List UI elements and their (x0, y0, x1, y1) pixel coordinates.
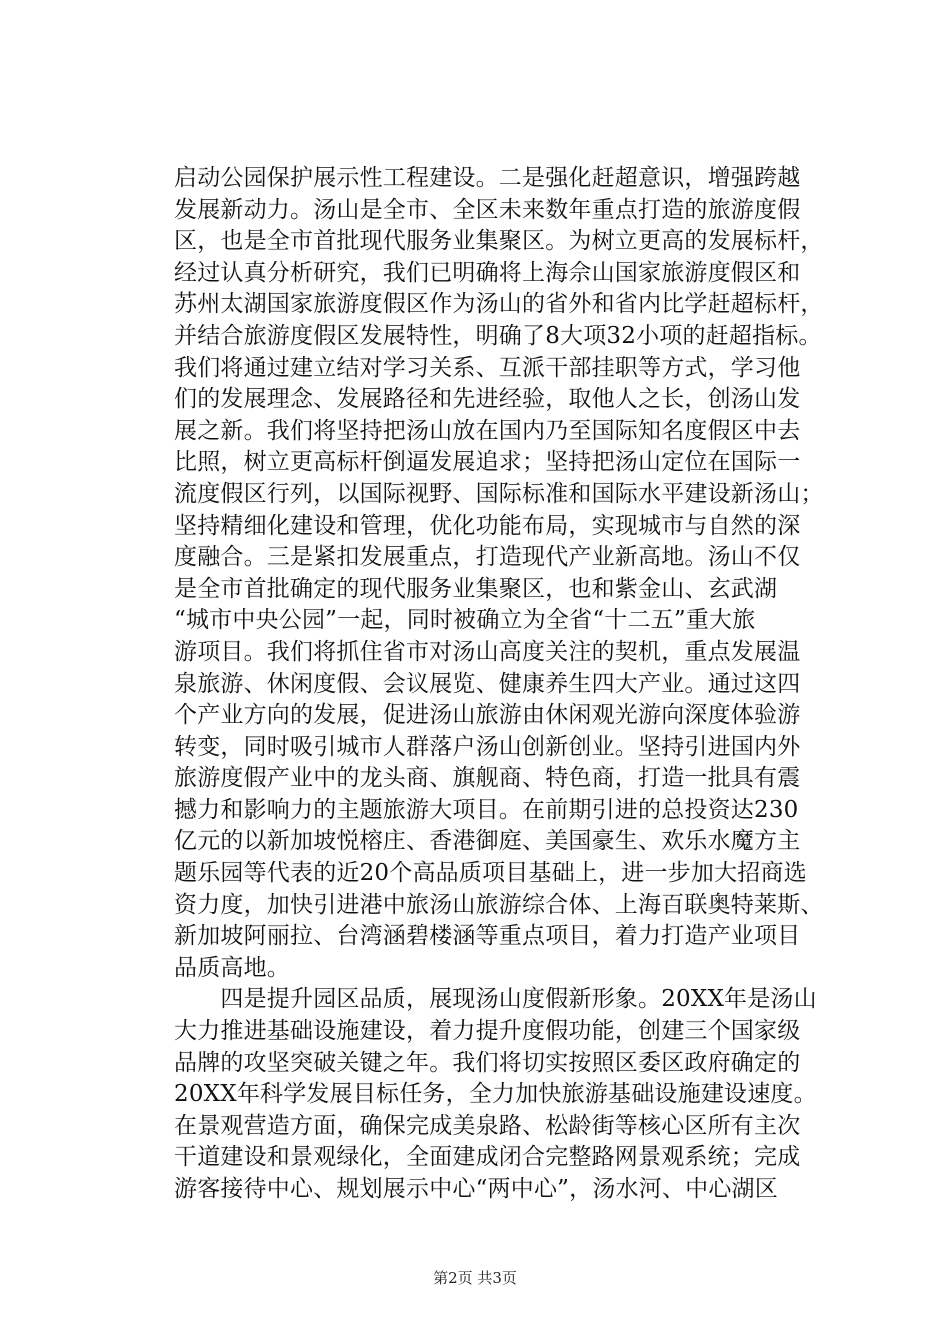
text-line: 并结合旅游度假区发展特性，明确了8大项32小项的赶超指标。 (174, 322, 822, 349)
text-line: 比照，树立更高标杆倒逼发展追求；坚持把汤山定位在国际一 (174, 449, 801, 476)
text-line: “城市中央公园”一起，同时被确立为全省“十二五”重大旅 (174, 607, 756, 634)
text-line: 题乐园等代表的近20个高品质项目基础上，进一步加大招商选 (174, 860, 807, 887)
text-line: 品牌的攻坚突破关键之年。我们将切实按照区委区政府确定的 (174, 1049, 801, 1076)
text-line: 旅游度假产业中的龙头商、旗舰商、特色商，打造一批具有震 (174, 765, 801, 792)
text-line: 撼力和影响力的主题旅游大项目。在前期引进的总投资达230 (174, 796, 799, 823)
text-line: 们的发展理念、发展路径和先进经验，取他人之长，创汤山发 (174, 386, 801, 413)
text-line: 我们将通过建立结对学习关系、互派干部挂职等方式，学习他 (174, 354, 801, 381)
text-line: 苏州太湖国家旅游度假区作为汤山的省外和省内比学赶超标杆， (174, 291, 824, 318)
text-line: 经过认真分析研究，我们已明确将上海佘山国家旅游度假区和 (174, 259, 801, 286)
text-line: 发展新动力。汤山是全市、全区未来数年重点打造的旅游度假 (174, 196, 801, 223)
text-line: 转变，同时吸引城市人群落户汤山创新创业。坚持引进国内外 (174, 733, 801, 760)
text-line: 泉旅游、休闲度假、会议展览、健康养生四大产业。通过这四 (174, 670, 801, 697)
text-line: 度融合。三是紧扣发展重点，打造现代产业新高地。汤山不仅 (174, 544, 801, 571)
page-footer: 第2页 共3页 (433, 1269, 517, 1287)
text-line: 坚持精细化建设和管理，优化功能布局，实现城市与自然的深 (174, 512, 801, 539)
text-line: 新加坡阿丽拉、台湾涵碧楼涵等重点项目，着力打造产业项目 (174, 923, 801, 950)
text-line: 区，也是全市首批现代服务业集聚区。为树立更高的发展标杆， (174, 228, 824, 255)
text-line: 游项目。我们将抓住省市对汤山高度关注的契机，重点发展温 (174, 638, 801, 665)
text-line: 20XX年科学发展目标任务，全力加快旅游基础设施建设速度。 (174, 1081, 817, 1108)
text-line: 展之新。我们将坚持把汤山放在国内乃至国际知名度假区中去 (174, 417, 801, 444)
text-line: 游客接待中心、规划展示中心“两中心”，汤水河、中心湖区 (174, 1176, 778, 1202)
text-line: 个产业方向的发展，促进汤山旅游由休闲观光游向深度体验游 (174, 702, 801, 729)
text-line: 干道建设和景观绿化，全面建成闭合完整路网景观系统；完成 (174, 1144, 801, 1171)
text-line: 流度假区行列，以国际视野、国际标准和国际水平建设新汤山； (174, 480, 824, 507)
text-line: 四是提升园区品质，展现汤山度假新形象。20XX年是汤山 (174, 986, 817, 1013)
text-line: 在景观营造方面，确保完成美泉路、松龄街等核心区所有主次 (174, 1112, 801, 1139)
text-line: 资力度，加快引进港中旅汤山旅游综合体、上海百联奥特莱斯、 (174, 891, 824, 918)
text-line: 亿元的以新加坡悦榕庄、香港御庭、美国豪生、欢乐水魔方主 (174, 828, 801, 855)
text-line: 大力推进基础设施建设，着力提升度假功能，创建三个国家级 (174, 1018, 801, 1045)
text-line: 品质高地。 (174, 954, 290, 981)
body-text (174, 163, 824, 1206)
text-line: 是全市首批确定的现代服务业集聚区，也和紫金山、玄武湖 (174, 575, 778, 602)
text-line: 启动公园保护展示性工程建设。二是强化赶超意识，增强跨越 (174, 165, 801, 191)
